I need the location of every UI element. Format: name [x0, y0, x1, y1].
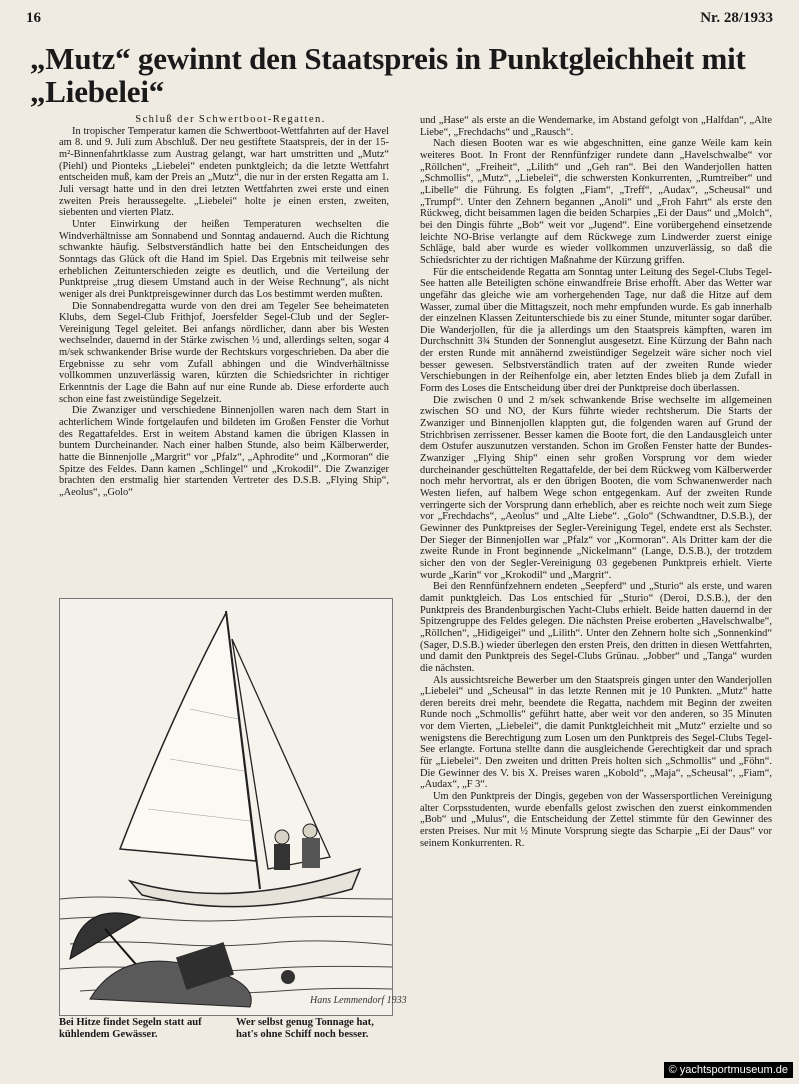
- paragraph: Nach diesen Booten war es wie abgeschnitten, eine ganze Weile kam kein weiteres Boot. In Front der Rennfünfziger rundete dann „Havelschwalbe“ vor „Röllchen“, „Freiheit“, „Lilith“ und „Geh ran“. Bei den Wanderjollen hatten „Schmollis“, „Mutz“, „Liebelei“, die schwersten Konkurrenten, „Rumtreiber“ und „Libelle“ die Führung. Es folgten „Fiam“, „Treff“, „Audax“, „Scheusal“ und „Trumpf“. Unter den Zehnern begannen „Anoli“ und „Froh Fahrt“ als erste den Rückweg, dicht beisammen lagen die beiden Scharpies „Ei der Daus“ und „Molch“, bei den Dingis führte „Bob“ weit vor „Jugend“. Eine vorübergehend einsetzende leichte NO-Brise verlangte auf dem Rückwege zum Lindwerder zuerst einige Schläge, bald aber wurde es wieder vollkommen unzuverlässig, so daß die Schiedsrichter zu der richtigen Maßnahme der Kürzung griffen.: [420, 138, 772, 266]
- paragraph: Die Sonnabendregatta wurde von den drei am Tegeler See beheimateten Klubs, dem Segel-Club Frithjof, Joersfelder Segel-Club und der Segler-Vereinigung Tegel geleitet. Bei anfangs nördlicher, dann aber bis Westen wechselnder, dauernd in der Stärke zwischen ½ und, allerdings selten, sogar 4 m/sek schwankender Brise wurde der Rechtskurs vorgeschrieben. Da aber die Ergebnisse zu sehr vom Zufall abhingen und die Windverhältnisse vollkommen unzuverlässig waren, kürzten die Schiedsrichter in richtiger Erkenntnis der Lage die Bahn auf nur eine Runde ab. Diese erforderte auch schon eine fast zweistündige Segelzeit.: [59, 300, 389, 405]
- caption-left: Bei Hitze findet Segeln statt auf kühlendem Gewässer.: [59, 1017, 202, 1040]
- paragraph: In tropischer Temperatur kamen die Schwertboot-Wettfahrten auf der Havel am 8. und 9. Juli zum Abschluß. Der neu gestiftete Staatspreis, der in der 15-m²-Binnenfahrtklasse zum Austrag gelangt, war hart umstritten und „Mutz“ (Piehl) und Pionteks „Liebelei“ endeten punktgleich; da die letzte Wettfahrt entscheiden muß, kam der Preis an „Mutz“, die nur in der ersten Regatta am 1. Juli versagt hatte und in den drei letzten Wettfahrten zwei erste und einen zweiten Preis heraussegelte. „Liebelei“ holte je einen ersten, zweiten, siebenten und vierten Platz.: [59, 125, 389, 219]
- paragraph: Die zwischen 0 und 2 m/sek schwankende Brise wechselte im allgemeinen zwischen SO und NO, der Kurs führte wieder rechtsherum. Die Starts der Zwanziger und Binnenjollen klappten gut, die folgenden waren auf Grund der Strichbrisen zerrissener. Besser kamen die Boote fort, die den Landausgleich unter dem Ostufer auszunutzen verstanden. Schon im Großen Fenster hatte der Bundes-Zwanziger „Flying Ship“ einen sehr großen Vorsprung vor dem wieder durcheinander geschüttelten Regattafelde, der bei dem Rückweg vom Kälberwerder noch mehr hervortrat, als er den übrigen Booten, die vom Schwanenwerder nach Westen liefen, auf halbem Wege schon entgegenkam. Auf der zweiten Runde verringerte sich der Vorsprung dann erheblich, aber es reichte noch weit zum Siege vor „Frechdachs“, „Aeolus“ und „Alte Liebe“. „Golo“ (Schwandtner, D.S.B.), der Gewinner des Punktpreises der Segler-Vereinigung Tegel, endete erst als Sechster. Der Sieger der Binnenjollen war „Pfalz“ vor „Kormoran“. Als Dritter kam der die zweite Runde in Front beginnende „Nickelmann“ (Lange, D.S.B.), der trotzdem sicher den von der Segler-Vereinigung 03 gegebenen Punktpreis erhielt. Vierte wurde „Karin“ vor „Krokodil“ und „Margrit“.: [420, 394, 772, 581]
- paragraph: Um den Punktpreis der Dingis, gegeben von der Wassersportlichen Vereinigung alter Corpsstudenten, wurde ebenfalls gelost zwischen den zuerst einkommenden „Bob“ und „Mulus“, die Entscheidung der Zettel stimmte für den Gewinner des ersten Preises. Nur mit ½ Minute Vorsprung siegte das Scharpie „Ei der Daus“ vor seinem Konkurrenten. R.: [420, 791, 772, 849]
- page-number: 16: [26, 10, 41, 26]
- paragraph: Die Zwanziger und verschiedene Binnenjollen waren nach dem Start in achterlichem Winde fortgelaufen und bildeten im Großen Fenster die Vorhut des Regattafeldes. Erst in weitem Abstand kamen die übrigen Klassen in buntem Durcheinander. Nach einer halben Stunde, also beim Kälberwerder, hatte die Binnenjolle „Margrit“ vor „Pfalz“, „Aphrodite“ und „Kormoran“ die Spitze des Feldes. Dann kamen „Schlingel“ und „Krokodil“. Die Zwanziger brachten den erstmalig hier startenden Vertreter des D.S.B. „Flying Ship“, „Aeolus“, „Golo“: [59, 405, 389, 498]
- headline: „Mutz“ gewinnt den Staatspreis in Punktgleichheit mit „Liebelei“: [30, 41, 746, 109]
- umbrella: [70, 913, 140, 969]
- caption-right: Wer selbst genug Tonnage hat, hat's ohne Schiff noch besser.: [236, 1017, 374, 1040]
- swimmer: [281, 970, 295, 984]
- cartoon-drawing: [60, 599, 407, 1015]
- right-column: [420, 115, 772, 849]
- watermark: © yachtsportmuseum.de: [664, 1062, 793, 1078]
- paragraph: Bei den Rennfünfzehnern endeten „Seepferd“ und „Sturio“ als erste, und waren damit punktgleich. Das Los entschied für „Sturio“ (Deroi, D.S.B.), der den Punktpreis des Brandenburgischen Yacht-Clubs erhielt. Beide hatten dauernd in der Spitzengruppe des Feldes gelegen. Die nächsten Preise eroberten „Havelschwalbe“, „Röllchen“, „Hidigeigei“ und „Lilith“. Unter den Zehnern holte sich „Sonnenkind“ (Sager, D.S.B.) wieder überlegen den ersten Preis, den dritten in diesen Wettfahrten, und damit den Punktpreis des Segel-Clubs Grünau. „Jobber“ und „Tanga“ wurden die nächsten.: [420, 581, 772, 674]
- subheadline: Schluß der Schwertboot-Regatten.: [135, 114, 326, 125]
- paragraph: und „Hase“ als erste an die Wendemarke, im Abstand gefolgt von „Halfdan“, „Alte Liebe“, „Frechdachs“ und „Rausch“.: [420, 115, 772, 138]
- left-column: [59, 114, 389, 499]
- artist-signature: Hans Lemmendorf 1933: [310, 995, 407, 1006]
- paragraph: Für die entscheidende Regatta am Sonntag unter Leitung des Segel-Clubs Tegel-See hatten alle Beteiligten schöne einwandfreie Brise erhofft. Aber das Wetter war ungefähr das gleiche wie am vorhergehenden Tage, nur daß die Hitze auf dem Wasser, zumal über die Mittagszeit, noch mehr empfunden wurde. Es gab innerhalb der einzelnen Klassen Zeitunterschiede bis zu einer Stunde, mitunter sogar darüber. Die Wanderjollen, für die ja allerdings um den Staatspreis kämpften, waren im Durchschnitt 3¾ Stunden der Sonnenglut ausgesetzt. Eine Kürzung der Bahn nach der ersten Runde mit annähernd zweistündiger Segelzeit wäre sicher noch viel besser gewesen. Selbstverständlich traten auf der zweiten Runde wieder Verschiebungen in der Reihenfolge ein, aber letzten Endes blieb ja dem Zufall in Form des Loses die Entscheidung über drei der Punktpreise doch überlassen.: [420, 266, 772, 395]
- sailing-cartoon: [59, 598, 407, 1016]
- paragraph: Unter Einwirkung der heißen Temperaturen wechselten die Windverhältnisse am Sonnabend und Sonntag andauernd. Auch die Richtung schwankte häufig. Selbstverständlich hatte bei den Entscheidungen des Sonntags das Glück oft die Hand im Spiel. Das Ergebnis mit teilweise sehr erheblichen Zeitunterschieden zeigte es deutlich, und die Verteilung der Punktpreise „trug diesem Umstand auch in der Weise Rechnung“, als nicht weniger als drei Punktpreisgewinner durch das Los bestimmt werden mußten.: [59, 218, 389, 300]
- issue-number: Nr. 28/1933: [700, 10, 773, 26]
- paragraph: Als aussichtsreiche Bewerber um den Staatspreis gingen unter den Wanderjollen „Liebelei“ und „Scheusal“ in das letzte Rennen mit je 10 Punkten. „Mutz“ hatte deren bereits drei mehr, beendete die Regatta, nachdem mit Beginn der zweiten Runde noch „Schmollis“ geführt hatte, aber weit vor den anderen, so 35 Minuten vor dem Vierten, „Liebelei“, die damit Punktgleichheit mit „Mutz“ erzielte und so wenigstens die Berechtigung zum Losen um den Punktpreis des Segel-Clubs Tegel-See erlangte. Fortuna stellte dann die ausgleichende Gerechtigkeit dar und sprach für „Liebelei“. Den zweiten und dritten Preis holten sich „Schmollis“ und „Föhn“. Die Gewinner des V. bis X. Preises waren „Kobold“, „Maja“, „Scheusal“, „Fiam“, „Audax“, „F 3“.: [420, 674, 772, 791]
